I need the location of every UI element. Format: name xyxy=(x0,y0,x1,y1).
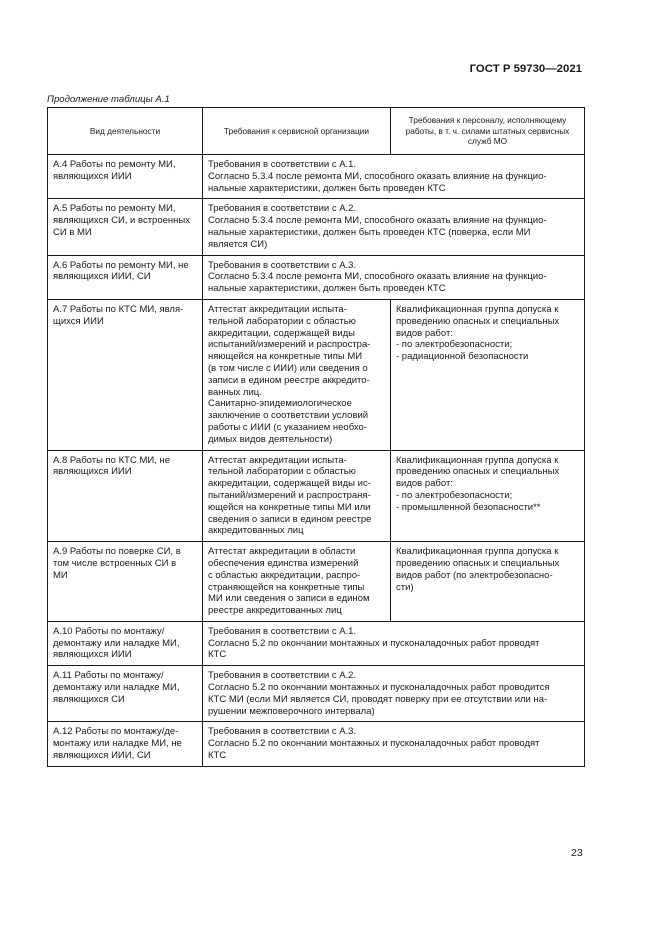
text-line: нальные характеристики, должен быть проведен КТС (поверка, если МИ xyxy=(208,226,531,238)
text-line: сти) xyxy=(396,581,414,593)
text-line: страняющейся на конкретные типы xyxy=(208,581,365,593)
text-line: Аттестат аккредитации испыта- xyxy=(208,454,347,466)
org-requirements-cell xyxy=(203,542,391,622)
header-org-requirements xyxy=(203,108,391,155)
activity-cell xyxy=(48,199,203,255)
text-line: - промышленной безопасности** xyxy=(396,501,541,513)
text-line: Санитарно-эпидемиологическое xyxy=(208,398,352,410)
text-line: Требования в соответствии с А.3. xyxy=(208,259,357,271)
text-line: А.10 Работы по монтажу/ xyxy=(53,625,165,637)
text-line: КТС МИ (если МИ является СИ, проводят поверку при ее отсутствии или на- xyxy=(208,693,548,705)
text-line: Согласно 5.3.4 после ремонта МИ, способного оказать влияние на функцио- xyxy=(208,170,547,182)
text-line: проведению опасных и специальных xyxy=(396,557,560,569)
table-row xyxy=(48,299,585,450)
text-line: являющихся ИИИ, СИ xyxy=(53,750,151,762)
text-line: Аттестат аккредитации в области xyxy=(208,546,356,558)
text-line: щихся ИИИ xyxy=(53,315,104,327)
document-code: ГОСТ Р 59730—2021 xyxy=(469,63,582,75)
text-line: Требования в соответствии с А.2. xyxy=(208,203,357,215)
header-activity xyxy=(48,108,203,155)
text-line: Требования в соответствии с А.1. xyxy=(208,159,357,170)
requirements-cell xyxy=(203,199,585,255)
text-line: Требования в соответствии с А.1. xyxy=(208,625,357,637)
text-line: служб МО xyxy=(467,136,508,147)
text-line: нальные характеристики, должен быть проведен КТС xyxy=(208,182,446,194)
text-line: видов работ: xyxy=(396,478,453,490)
text-line: Требования в соответствии с А.3. xyxy=(208,726,357,738)
text-line: являющихся ИИИ xyxy=(53,466,132,478)
text-line: пытаний/измерений и распространя- xyxy=(208,489,371,501)
text-line: Квалификационная группа допуска к xyxy=(396,546,559,558)
text-line: является СИ) xyxy=(208,238,268,250)
text-line: являющихся ИИИ xyxy=(53,649,132,661)
table-row xyxy=(48,199,585,255)
text-line: А.6 Работы по ремонту МИ, не xyxy=(53,259,189,271)
text-line: видов работ: xyxy=(396,327,453,339)
text-line: димых видов деятельности) xyxy=(208,433,333,445)
text-line: А.12 Работы по монтажу/де- xyxy=(53,726,179,738)
text-line: проведению опасных и специальных xyxy=(396,315,560,327)
text-line: Согласно 5.3.4 после ремонта МИ, способного оказать влияние на функцио- xyxy=(208,271,547,283)
table-row xyxy=(48,542,585,622)
requirements-cell xyxy=(203,155,585,199)
personnel-requirements-cell xyxy=(391,450,585,542)
text-line: тельной лаборатории с областью xyxy=(208,315,356,327)
text-line: ющейся на конкретные типы МИ или xyxy=(208,501,371,513)
text-line: испытаний/измерений и распростра- xyxy=(208,339,371,351)
text-line: том числе встроенных СИ в xyxy=(53,557,177,569)
text-line: А.5 Работы по ремонту МИ, xyxy=(53,203,176,215)
text-line: работы, в т. ч. силами штатных сервисных xyxy=(405,125,570,136)
text-line: с областью аккредитации, распро- xyxy=(208,569,361,581)
text-line: записи в едином реестре аккредито- xyxy=(208,374,370,386)
text-line: сведения о записи в едином реестре xyxy=(208,513,372,525)
text-line: Согласно 5.2 по окончании монтажных и пусконаладочных работ проводят xyxy=(208,738,540,750)
text-line: Требования в соответствии с А.2. xyxy=(208,670,357,682)
text-line: - по электробезопасности; xyxy=(396,339,513,351)
text-line: КТС xyxy=(208,649,227,661)
table-header-row xyxy=(48,108,585,155)
text-line: - радиационной безопасности xyxy=(396,351,529,363)
text-line: ванных лиц. xyxy=(208,386,262,398)
activity-cell xyxy=(48,666,203,722)
text-line: Аттестат аккредитации испыта- xyxy=(208,303,347,315)
activity-cell xyxy=(48,255,203,299)
text-line: А.7 Работы по КТС МИ, явля- xyxy=(53,303,184,315)
text-line: - по электробезопасности; xyxy=(396,489,513,501)
table-row xyxy=(48,722,585,766)
requirements-cell xyxy=(203,621,585,665)
header-personnel-requirements xyxy=(391,108,585,155)
text-line: являющихся ИИИ, СИ xyxy=(53,271,151,283)
text-line: Согласно 5.2 по окончании монтажных и пусконаладочных работ проводят xyxy=(208,637,540,649)
personnel-requirements-cell xyxy=(391,299,585,450)
org-requirements-cell xyxy=(203,299,391,450)
text-line: демонтажу или наладке МИ, xyxy=(53,637,180,649)
text-line: заключение о соответствии условий xyxy=(208,410,369,422)
text-line: Согласно 5.2 по окончании монтажных и пусконаладочных работ проводится xyxy=(208,682,550,694)
text-line: Квалификационная группа допуска к xyxy=(396,454,559,466)
text-line: СИ в МИ xyxy=(53,226,92,238)
activity-cell xyxy=(48,299,203,450)
text-line: работы с ИИИ (с указанием необхо- xyxy=(208,421,367,433)
table-continuation-label: Продолжение таблицы А.1 xyxy=(47,94,170,105)
text-line: нальные характеристики, должен быть проведен КТС xyxy=(208,283,446,295)
text-line: являющихся СИ xyxy=(53,693,125,705)
requirements-cell xyxy=(203,255,585,299)
text-line: Требования к персоналу, исполняющему xyxy=(408,115,567,126)
activity-cell xyxy=(48,155,203,199)
text-line: аккредитации, содержащей виды ис- xyxy=(208,478,371,490)
activity-cell xyxy=(48,450,203,542)
table-body xyxy=(48,155,585,767)
text-line: аккредитованных лиц xyxy=(208,525,304,537)
text-line: реестре аккредитованных лиц xyxy=(208,605,342,617)
text-line: Вид деятельности xyxy=(89,125,161,136)
text-line: Согласно 5.3.4 после ремонта МИ, способного оказать влияние на функцио- xyxy=(208,215,547,227)
text-line: МИ xyxy=(53,569,68,581)
table-row xyxy=(48,666,585,722)
text-line: проведению опасных и специальных xyxy=(396,466,560,478)
text-line: рушении межповерочного интервала) xyxy=(208,705,375,717)
text-line: являющихся ИИИ xyxy=(53,170,132,182)
text-line: МИ или сведения о записи в едином xyxy=(208,593,370,605)
text-line: монтажу или наладке МИ, не xyxy=(53,738,182,750)
activity-cell xyxy=(48,542,203,622)
text-line: тельной лаборатории с областью xyxy=(208,466,356,478)
personnel-requirements-cell xyxy=(391,542,585,622)
text-line: А.4 Работы по ремонту МИ, xyxy=(53,159,176,170)
requirements-table xyxy=(47,107,585,767)
text-line: А.9 Работы по поверке СИ, в xyxy=(53,546,181,558)
table-row xyxy=(48,450,585,542)
activity-cell xyxy=(48,621,203,665)
text-line: А.8 Работы по КТС МИ, не xyxy=(53,454,170,466)
text-line: КТС xyxy=(208,750,227,762)
text-line: аккредитации, содержащей виды xyxy=(208,327,356,339)
requirements-cell xyxy=(203,722,585,766)
org-requirements-cell xyxy=(203,450,391,542)
text-line: демонтажу или наладке МИ, xyxy=(53,682,180,694)
page-number: 23 xyxy=(571,847,583,859)
text-line: (в том числе с ИИИ) или сведения о xyxy=(208,362,368,374)
activity-cell xyxy=(48,722,203,766)
text-line: А.11 Работы по монтажу/ xyxy=(53,670,164,682)
table-row xyxy=(48,621,585,665)
text-line: обеспечения единства измерений xyxy=(208,557,359,569)
text-line: являющихся СИ, и встроенных xyxy=(53,215,190,227)
table-row xyxy=(48,155,585,199)
text-line: видов работ (по электробезопасно- xyxy=(396,569,553,581)
table-row xyxy=(48,255,585,299)
text-line: няющейся на конкретные типы МИ xyxy=(208,351,363,363)
requirements-cell xyxy=(203,666,585,722)
text-line: Квалификационная группа допуска к xyxy=(396,303,559,315)
text-line: Требования к сервисной организации xyxy=(223,125,370,136)
